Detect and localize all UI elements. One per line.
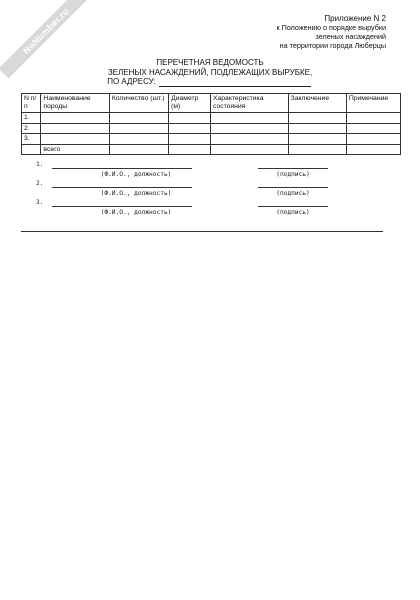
table-cell: 2. — [22, 123, 41, 134]
table-cell — [288, 144, 346, 155]
appendix-line-3: зеленых насаждений — [315, 32, 386, 41]
signature-caption: (подпись) — [276, 190, 310, 197]
table-cell — [109, 113, 168, 124]
table-cell — [288, 134, 346, 145]
table-header-row — [22, 94, 401, 113]
signature-blank-line — [258, 206, 328, 207]
table-total-row — [22, 144, 401, 155]
bottom-rule — [21, 231, 383, 232]
fio-caption: (Ф.И.О., должность) — [100, 190, 172, 197]
signature-blank-line — [258, 187, 328, 188]
table-cell — [169, 113, 211, 124]
fio-caption: (Ф.И.О., должность) — [100, 209, 172, 216]
table-cell — [346, 144, 400, 155]
header-quantity: Количество (шт.) — [109, 94, 168, 113]
table-cell — [169, 123, 211, 134]
table-row — [22, 113, 401, 124]
table-cell — [288, 113, 346, 124]
signature-number: 1. — [36, 161, 44, 168]
table-cell — [346, 113, 400, 124]
table-cell: 1. — [22, 113, 41, 124]
header-number: N п/п — [22, 94, 41, 113]
fio-blank-line — [52, 168, 192, 169]
appendix-header — [277, 14, 386, 50]
inventory-table — [21, 93, 401, 155]
table-cell — [22, 144, 41, 155]
table-cell — [41, 134, 109, 145]
table-cell — [109, 144, 168, 155]
table-cell — [210, 134, 288, 145]
table-cell — [169, 134, 211, 145]
header-note: Примечание — [346, 94, 400, 113]
signature-number: 2. — [36, 180, 44, 187]
fio-caption: (Ф.И.О., должность) — [100, 171, 172, 178]
title-address-row — [0, 77, 420, 87]
table-cell — [109, 123, 168, 134]
table-cell — [210, 123, 288, 134]
document-title — [0, 58, 420, 87]
appendix-line-4: на территории города Люберцы — [279, 41, 386, 50]
address-label: ПО АДРЕСУ: — [107, 77, 156, 86]
table-cell — [346, 123, 400, 134]
appendix-line-2: к Положению о порядке вырубки — [276, 23, 386, 32]
total-label: всего — [41, 144, 109, 155]
header-condition: Характеристика состояния — [210, 94, 288, 113]
table-cell — [210, 144, 288, 155]
table-cell — [41, 113, 109, 124]
address-blank-line — [159, 78, 311, 87]
fio-blank-line — [52, 206, 192, 207]
address-field — [107, 77, 311, 87]
signature-caption: (подпись) — [276, 209, 310, 216]
table-cell: 3. — [22, 134, 41, 145]
table-cell — [210, 113, 288, 124]
table-cell — [41, 123, 109, 134]
header-conclusion: Заключение — [288, 94, 346, 113]
signature-caption: (подпись) — [276, 171, 310, 178]
appendix-line-1: Приложение N 2 — [324, 14, 386, 23]
table-cell — [109, 134, 168, 145]
signature-blank-line — [258, 168, 328, 169]
table-cell — [346, 134, 400, 145]
table-cell — [288, 123, 346, 134]
header-diameter: Диаметр (м) — [169, 94, 211, 113]
title-line-1: ПЕРЕЧЕТНАЯ ВЕДОМОСТЬ — [156, 58, 264, 67]
fio-blank-line — [52, 187, 192, 188]
title-line-2: ЗЕЛЕНЫХ НАСАЖДЕНИЙ, ПОДЛЕЖАЩИХ ВЫРУБКЕ, — [107, 67, 313, 77]
signature-number: 3. — [36, 199, 44, 206]
table-cell — [169, 144, 211, 155]
header-species: Наименование породы — [41, 94, 109, 113]
table-row — [22, 123, 401, 134]
watermark-text: NoNumber.ru — [21, 6, 71, 56]
table-row — [22, 134, 401, 145]
